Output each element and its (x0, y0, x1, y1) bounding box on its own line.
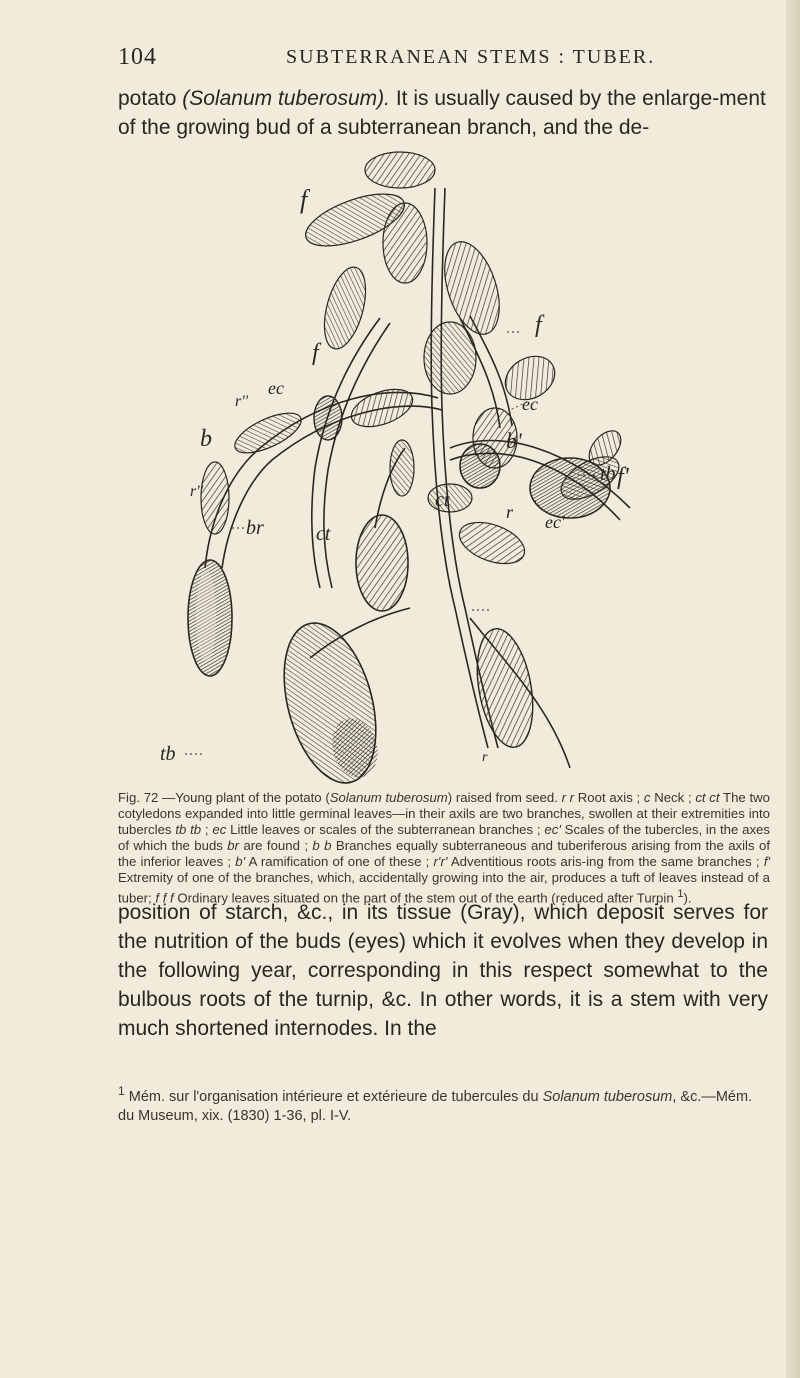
caption-text: Extremity of one of the branches, which, accidentally growing into the air, produces a tuft of leaves instead of a tuber; (118, 870, 770, 906)
caption-italic: tb tb (175, 822, 202, 837)
label-r-double-prime-top: r'' (235, 393, 249, 410)
caption-italic: ec (212, 822, 227, 837)
footnote-species-name: Solanum tuberosum (542, 1088, 673, 1105)
caption-italic: br (227, 838, 240, 853)
caption-text: ) raised from seed. (447, 790, 562, 805)
footnote-marker: 1 (118, 1084, 125, 1098)
page-number: 104 (118, 44, 157, 70)
body-paragraph (118, 898, 768, 1043)
footnote-text: Mém. sur l'organisation intérieure et extérieure de tubercules du (124, 1088, 543, 1105)
caption-text: Root axis ; (574, 790, 644, 805)
label-ec-right: ec (522, 394, 538, 414)
body-text: position of starch, &c., in its tissue (Gray), which deposit serves for the nutrition of the buds (eyes) which it evolves when they develop in the following year, corresponding in this respect somewhat to the bulbous roots of the turnip, &c. In other words, it is a stem with very much shortened internodes. In the (118, 901, 768, 1040)
caption-text: Neck ; (650, 790, 696, 805)
caption-text: Scales of the tubercles, in the axes of which the buds (118, 822, 770, 853)
caption-italic: c (643, 790, 651, 805)
label-ec-prime: ec' (545, 512, 565, 532)
caption-text: The two cotyledons expanded into little germinal leaves—in their axils are two branches, swollen at their extremities into tubercles (118, 790, 770, 837)
intro-text-1: potato (118, 87, 183, 110)
figure-caption (118, 790, 770, 906)
caption-text: Ordinary leaves situated on the part of the stem out of the earth (reduced after Turpin (173, 890, 678, 906)
label-ct-left: ct (316, 523, 331, 545)
page-edge-shadow (786, 0, 800, 1378)
label-ec-left: ec (268, 378, 284, 398)
label-f-upper-left: f (312, 340, 319, 366)
label-ct-center: ct (435, 489, 450, 511)
label-r-bottom: r (482, 750, 488, 765)
caption-text: Little leaves or scales of the subterranean branches ; (226, 822, 545, 837)
caption-italic: b' (235, 854, 246, 869)
label-f-top: f (300, 185, 308, 214)
label-f-right: f (535, 312, 542, 338)
caption-italic: r r (561, 790, 575, 805)
label-tb-right: tb (600, 463, 616, 485)
caption-footnote-marker: 1 (677, 888, 684, 900)
label-b-left: b (200, 426, 212, 452)
caption-text: ; (201, 822, 213, 837)
label-b-prime: b' (506, 428, 522, 453)
caption-italic: Solanum tuberosum (329, 790, 448, 805)
running-title: SUBTERRANEAN STEMS : TUBER. (286, 46, 656, 68)
caption-text: ). (683, 890, 692, 906)
label-tb-left: tb (160, 743, 176, 765)
label-r-double-prime-left: r'' (190, 483, 204, 500)
footnote (118, 1082, 770, 1126)
intro-text-2: It is usually caused by the enlarge-ment of the growing bud of a subterranean branch, and the de- (118, 87, 766, 139)
intro-paragraph (118, 84, 768, 142)
potato-plant-illustration (150, 148, 710, 784)
caption-text: are found ; (239, 838, 313, 853)
caption-text: Adventitious roots aris-ing from the same branches ; (447, 854, 764, 869)
caption-italic: b b (312, 838, 332, 853)
caption-italic: ec' (544, 822, 561, 837)
caption-italic: r'r' (433, 854, 448, 869)
botanical-engraving (150, 148, 710, 784)
label-r-center: r (506, 502, 514, 522)
caption-text: A ramification of one of these ; (245, 854, 434, 869)
caption-italic: f f f (155, 890, 174, 906)
label-f-prime: f' (617, 464, 629, 490)
caption-text: Branches equally subterraneous and tuberiferous arising from the axils of the inferior leaves ; (118, 838, 770, 869)
running-head (118, 44, 778, 74)
footnote-text: , &c.—Mém. du Museum, xix. (1830) 1-36, pl. I-V. (118, 1088, 753, 1124)
label-br: br (246, 517, 264, 539)
caption-italic: ct ct (695, 790, 720, 805)
caption-italic: f' (763, 854, 770, 869)
caption-text: Fig. 72 —Young plant of the potato ( (118, 790, 330, 805)
intro-species-name: (Solanum tuberosum). (182, 87, 390, 110)
